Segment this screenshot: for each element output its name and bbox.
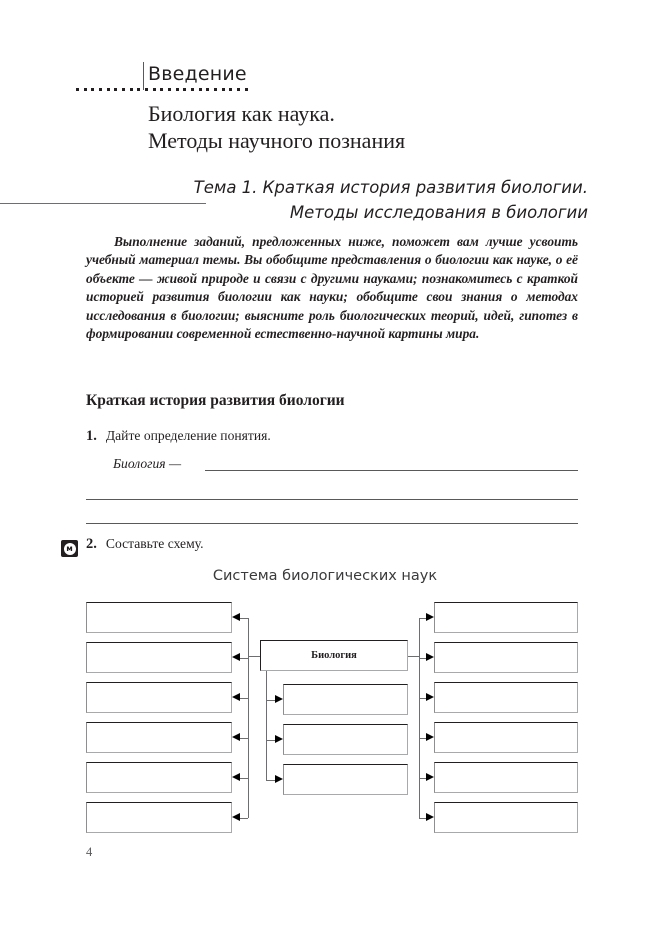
left-link-6	[240, 818, 248, 819]
middle-link-3	[266, 780, 275, 781]
center-node-label: Биология	[311, 650, 357, 661]
scheme-title: Система биологических наук	[212, 568, 438, 584]
middle-link-1	[266, 700, 275, 701]
scheme-left-box-4[interactable]	[86, 722, 232, 753]
page-title-line-2: Методы научного познания	[148, 128, 406, 153]
scheme-middle-box-3[interactable]	[283, 764, 408, 795]
task-1-number: 1.	[86, 428, 97, 444]
left-arrow-2	[232, 653, 240, 661]
scheme-right-box-2[interactable]	[434, 642, 578, 673]
right-link-6	[419, 818, 426, 819]
task-2-text: Составьте схему.	[105, 536, 204, 551]
left-arrow-6	[232, 813, 240, 821]
left-arrow-1	[232, 613, 240, 621]
scheme-center-node[interactable]	[260, 640, 408, 671]
middle-arrow-1	[275, 695, 283, 703]
left-spine	[248, 618, 249, 818]
right-link-5	[419, 778, 426, 779]
task-1-term-prompt: Биология —	[113, 456, 182, 471]
left-link-4	[240, 738, 248, 739]
right-arrow-2	[426, 653, 434, 661]
topic-heading-line-1: Тема 1. Краткая история развития биологии.	[193, 178, 588, 197]
scheme-right-box-4[interactable]	[434, 722, 578, 753]
left-arrow-5	[232, 773, 240, 781]
scheme-left-box-6[interactable]	[86, 802, 232, 833]
task-2-number: 2.	[86, 536, 97, 552]
right-link-2	[419, 658, 426, 659]
middle-spine	[266, 671, 267, 780]
scheme-middle-box-2[interactable]	[283, 724, 408, 755]
page-number: 4	[86, 845, 93, 859]
page-title-line-1: Биология как наука.	[148, 101, 335, 126]
right-arrow-5	[426, 773, 434, 781]
middle-arrow-2	[275, 735, 283, 743]
left-link-2	[240, 658, 248, 659]
left-link-1	[240, 618, 248, 619]
scheme-left-box-3[interactable]	[86, 682, 232, 713]
subsection-heading: Краткая история развития биологии	[86, 392, 345, 409]
right-arrow-6	[426, 813, 434, 821]
right-trunk	[408, 656, 419, 657]
task-1-text: Дайте определение понятия.	[105, 428, 271, 443]
right-arrow-3	[426, 693, 434, 701]
right-arrow-4	[426, 733, 434, 741]
middle-arrow-3	[275, 775, 283, 783]
scheme-left-box-5[interactable]	[86, 762, 232, 793]
middle-link-2	[266, 740, 275, 741]
right-link-3	[419, 698, 426, 699]
m-marker-letter: м	[64, 543, 76, 555]
scheme-right-box-5[interactable]	[434, 762, 578, 793]
left-trunk	[248, 656, 260, 657]
right-link-1	[419, 618, 426, 619]
left-arrow-4	[232, 733, 240, 741]
right-spine	[419, 618, 420, 818]
right-arrow-1	[426, 613, 434, 621]
left-link-3	[240, 698, 248, 699]
scheme-right-box-3[interactable]	[434, 682, 578, 713]
scheme-right-box-1[interactable]	[434, 602, 578, 633]
topic-heading-line-2: Методы исследования в биологии	[289, 203, 588, 222]
scheme-left-box-2[interactable]	[86, 642, 232, 673]
intro-paragraph: Выполнение заданий, предложенных ниже, поможет вам лучше усвоить учебный материал темы. Вы обобщите представления о биологии как науке, о её объекте — живой природе и связи с другими науками; познакомитесь с краткой историей развития биологии как науки; обобщите свои знания о методах исследования в биологии; выясните роль биологических теорий, идей, гипотез в формировании современной естественно-научной картины мира.	[86, 234, 578, 342]
section-kicker: Введение	[148, 63, 247, 85]
right-link-4	[419, 738, 426, 739]
left-link-5	[240, 778, 248, 779]
scheme-right-box-6[interactable]	[434, 802, 578, 833]
scheme-left-box-1[interactable]	[86, 602, 232, 633]
left-arrow-3	[232, 693, 240, 701]
scheme-middle-box-1[interactable]	[283, 684, 408, 715]
